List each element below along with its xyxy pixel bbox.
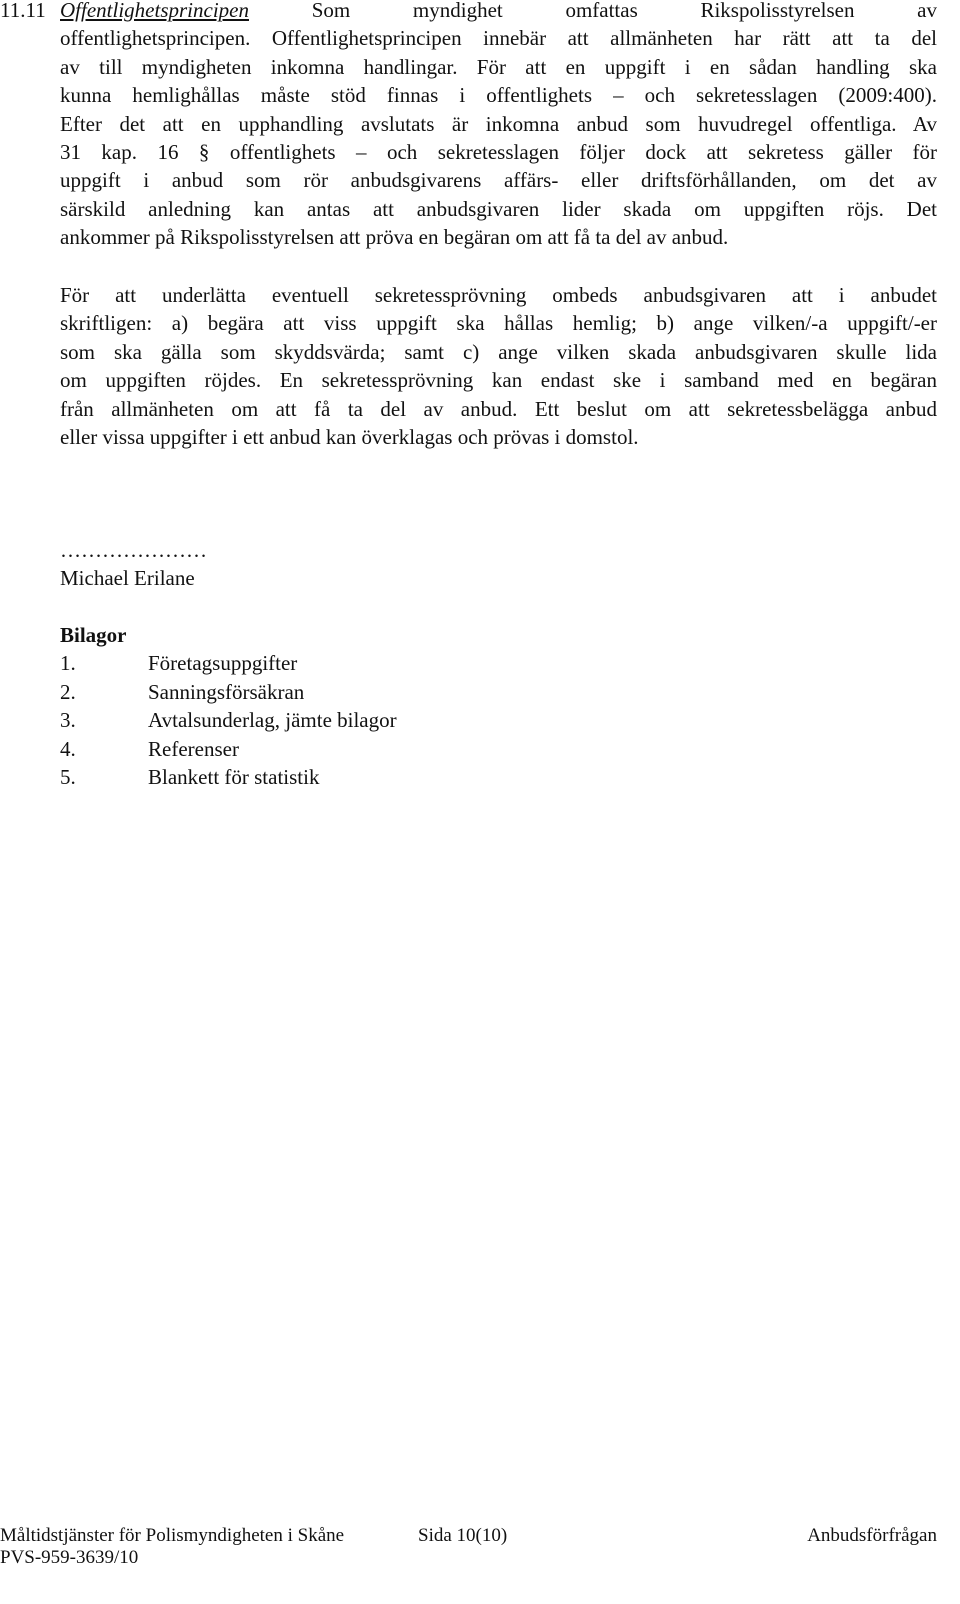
section-first-line-text: Som myndighet omfattas Rikspolisstyrelsen av bbox=[311, 0, 938, 22]
list-label: Referenser bbox=[148, 736, 239, 761]
text-line: offentlighetsprincipen. Offentlighetsprincipen innebär att allmänheten har rätt att ta del bbox=[60, 26, 937, 51]
text-line: ankommer på Rikspolisstyrelsen att pröva en begäran om att få ta del av anbud. bbox=[60, 225, 729, 250]
text-line: av till myndigheten inkomna handlingar. För att en uppgift i en sådan handling ska bbox=[60, 54, 937, 79]
list-number: 3. bbox=[60, 708, 76, 732]
text-line: eller vissa uppgifter i ett anbud kan överklagas och prövas i domstol. bbox=[60, 424, 639, 449]
list-number: 1. bbox=[60, 651, 76, 675]
text-line: kunna hemlighållas måste stöd finnas i offentlighets – och sekretesslagen (2009:400). bbox=[60, 83, 937, 108]
confidentiality-paragraph bbox=[60, 281, 937, 451]
text-line: Efter det att en upphandling avslutats är inkomna anbud som huvudregel offentliga. Av bbox=[60, 111, 937, 136]
text-line: om uppgiften röjdes. En sekretessprövning kan endast ske i samband med en begäran bbox=[60, 368, 937, 393]
section-number: 11.11 bbox=[0, 0, 46, 22]
text-line: som ska gälla som skyddsvärda; samt c) ange vilken skada anbudsgivaren skulle lida bbox=[60, 339, 937, 364]
signature-line: ………………… bbox=[60, 538, 207, 562]
section-first-line bbox=[0, 0, 937, 24]
list-item bbox=[60, 649, 297, 677]
list-item bbox=[60, 735, 239, 763]
list-label: Sanningsförsäkran bbox=[148, 679, 305, 704]
list-item bbox=[60, 763, 319, 791]
list-item bbox=[60, 678, 304, 706]
list-item bbox=[60, 706, 397, 734]
list-number: 4. bbox=[60, 736, 76, 761]
list-number: 5. bbox=[60, 765, 76, 789]
attachments-title: Bilagor bbox=[60, 623, 127, 647]
text-line: uppgift i anbud som rör anbudsgivarens affärs- eller driftsförhållanden, om det av bbox=[60, 168, 937, 193]
footer-left: Måltidstjänster för Polismyndigheten i Skåne bbox=[0, 1525, 345, 1546]
list-label: Blankett för statistik bbox=[148, 765, 320, 789]
text-line: skriftligen: a) begära att viss uppgift ska hållas hemlig; b) ange vilken/-a uppgift/-er bbox=[60, 311, 937, 336]
text-line: För att underlätta eventuell sekretessprövning ombeds anbudsgivaren att i anbudet bbox=[60, 283, 937, 307]
text-line: 31 kap. 16 § offentlighets – och sekretesslagen följer dock att sekretess gäller för bbox=[60, 139, 937, 164]
text-line: särskild anledning kan antas att anbudsgivaren lider skada om uppgiften röjs. Det bbox=[60, 196, 937, 221]
footer-right: Anbudsförfrågan bbox=[807, 1525, 937, 1546]
list-number: 2. bbox=[60, 679, 76, 704]
footer-reference: PVS-959-3639/10 bbox=[0, 1547, 139, 1568]
list-label: Avtalsunderlag, jämte bilagor bbox=[148, 708, 397, 732]
section-paragraph bbox=[60, 24, 937, 251]
list-label: Företagsuppgifter bbox=[148, 651, 298, 675]
footer-page-number: Sida 10(10) bbox=[418, 1525, 508, 1546]
section-heading: Offentlighetsprincipen bbox=[60, 0, 249, 22]
text-line: från allmänheten om att få ta del av anbud. Ett beslut om att sekretessbelägga anbud bbox=[60, 396, 937, 421]
signatory-name: Michael Erilane bbox=[60, 566, 195, 590]
